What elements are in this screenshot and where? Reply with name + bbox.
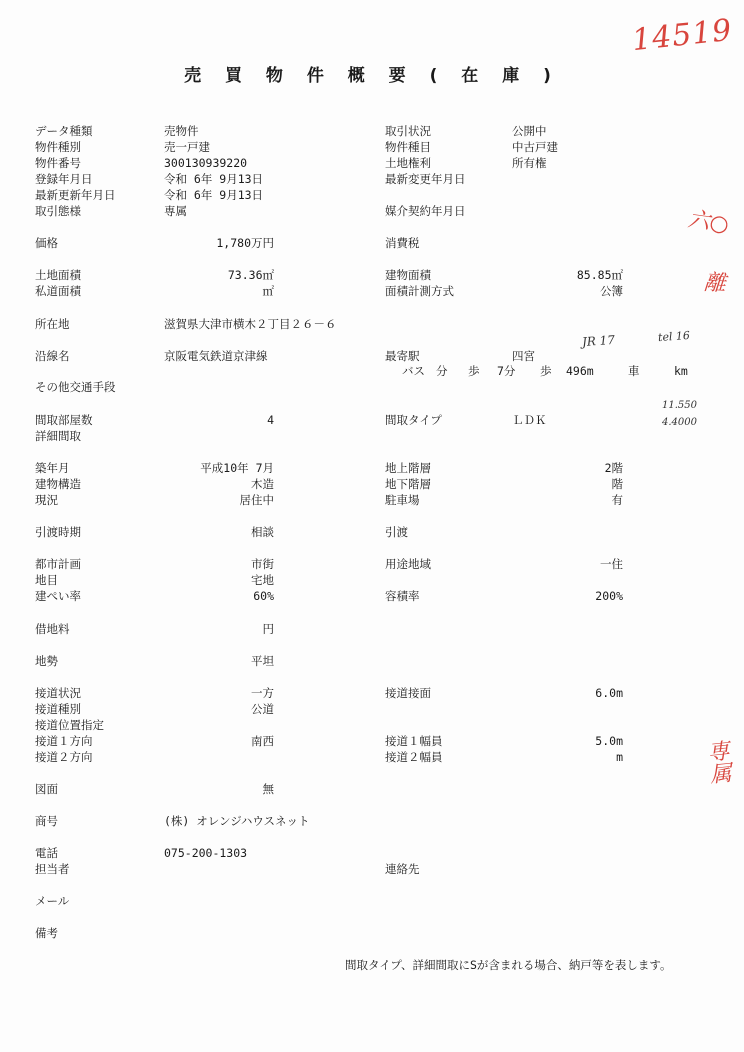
label-km: km xyxy=(674,364,688,378)
label-walk2: 歩 xyxy=(540,364,552,378)
label-other-transport: その他交通手段 xyxy=(35,380,116,394)
label-data-type: データ種類 xyxy=(35,124,93,138)
value-terrain: 平坦 xyxy=(251,654,274,668)
label-price: 価格 xyxy=(35,236,58,250)
value-handover-time: 相談 xyxy=(251,525,274,539)
value-floor-area-ratio: 200% xyxy=(595,589,623,603)
value-floors-below: 階 xyxy=(611,477,623,491)
value-zoning: 一住 xyxy=(600,557,623,571)
label-remarks: 備考 xyxy=(35,926,58,940)
label-floor-area-ratio: 容積率 xyxy=(385,589,420,603)
label-prop-type: 物件種別 xyxy=(35,140,81,154)
label-rooms: 間取部屋数 xyxy=(35,413,93,427)
label-road1-direction: 接道１方向 xyxy=(35,734,93,748)
handwritten-station-note-2: tel 16 xyxy=(657,328,691,345)
value-private-road: ㎡ xyxy=(262,284,274,298)
handwritten-ref-number: 14519 xyxy=(630,12,734,59)
label-address: 所在地 xyxy=(35,317,70,331)
label-phone: 電話 xyxy=(35,846,58,860)
value-last-update: 令和 6年 9月13日 xyxy=(164,188,264,202)
label-road-contact: 接道接面 xyxy=(385,686,431,700)
label-last-update: 最新更新年月日 xyxy=(35,188,116,202)
value-line: 京阪電気鉄道京津線 xyxy=(164,349,268,363)
label-drawing: 図面 xyxy=(35,782,58,796)
value-txn-mode: 専属 xyxy=(164,204,187,218)
value-road2-width: m xyxy=(616,750,623,764)
value-land-area: 73.36㎡ xyxy=(227,268,274,282)
label-person: 担当者 xyxy=(35,862,70,876)
handwritten-floor-note-2: 4.4000 xyxy=(662,417,697,428)
label-handover-time: 引渡時期 xyxy=(35,525,81,539)
label-floors-above: 地上階層 xyxy=(385,461,431,475)
handwritten-floor-note-1: 11.550 xyxy=(662,400,697,411)
label-broker-date: 媒介契約年月日 xyxy=(385,204,466,218)
label-txn-mode: 取引態様 xyxy=(35,204,81,218)
value-phone: 075-200-1303 xyxy=(164,846,248,860)
label-bus-min: 分 xyxy=(436,364,448,378)
value-reg-date: 令和 6年 9月13日 xyxy=(164,172,264,186)
value-station: 四宮 xyxy=(512,349,535,363)
label-reg-date: 登録年月日 xyxy=(35,172,93,186)
value-rooms: 4 xyxy=(267,413,274,427)
value-price: 1,780万円 xyxy=(216,236,274,250)
label-walk: 歩 xyxy=(468,364,480,378)
label-coverage: 建ぺい率 xyxy=(35,589,81,603)
value-lease-fee: 円 xyxy=(262,622,274,636)
label-detail-layout: 詳細間取 xyxy=(35,429,81,443)
value-coverage: 60% xyxy=(253,589,274,603)
value-road-status: 一方 xyxy=(251,686,274,700)
handwritten-side-mark-1: 六○ xyxy=(686,207,731,238)
label-road2-width: 接道２幅員 xyxy=(385,750,443,764)
handwritten-side-mark-3: 専属 xyxy=(702,738,733,786)
label-floors-below: 地下階層 xyxy=(385,477,431,491)
label-current: 現況 xyxy=(35,493,58,507)
value-parking: 有 xyxy=(611,493,623,507)
label-txn-status: 取引状況 xyxy=(385,124,431,138)
label-land-category: 地目 xyxy=(35,573,58,587)
label-lease-fee: 借地料 xyxy=(35,622,70,636)
label-line: 沿線名 xyxy=(35,349,70,363)
value-txn-status: 公開中 xyxy=(512,124,547,138)
label-handover: 引渡 xyxy=(385,525,408,539)
label-prop-no: 物件番号 xyxy=(35,156,81,170)
label-built: 築年月 xyxy=(35,461,70,475)
label-land-right: 土地権利 xyxy=(385,156,431,170)
footnote: 間取タイプ、詳細間取にSが含まれる場合、納戸等を表します。 xyxy=(345,958,672,972)
value-floors-above: 2階 xyxy=(604,461,623,475)
value-walk-min: 7分 xyxy=(497,364,516,378)
label-terrain: 地勢 xyxy=(35,654,58,668)
value-road1-direction: 南西 xyxy=(251,734,274,748)
label-structure: 建物構造 xyxy=(35,477,81,491)
handwritten-station-note-1: JR 17 xyxy=(581,332,616,350)
value-prop-item: 中古戸建 xyxy=(512,140,558,154)
value-company: (株) オレンジハウスネット xyxy=(164,814,310,828)
label-parking: 駐車場 xyxy=(385,493,420,507)
value-prop-type: 売一戸建 xyxy=(164,140,210,154)
value-distance: 496m xyxy=(566,364,594,378)
value-drawing: 無 xyxy=(262,782,274,796)
value-current: 居住中 xyxy=(239,493,274,507)
label-road-kind: 接道種別 xyxy=(35,702,81,716)
handwritten-side-mark-2: 離 xyxy=(703,270,727,297)
value-land-category: 宅地 xyxy=(251,573,274,587)
value-bldg-area: 85.85㎡ xyxy=(576,268,623,282)
label-tax: 消費税 xyxy=(385,236,420,250)
value-land-right: 所有権 xyxy=(512,156,547,170)
label-mail: メール xyxy=(35,894,70,908)
value-prop-no: 300130939220 xyxy=(164,156,248,170)
value-area-method: 公簿 xyxy=(600,284,623,298)
label-road-status: 接道状況 xyxy=(35,686,81,700)
label-road-designation: 接道位置指定 xyxy=(35,718,104,732)
value-structure: 木造 xyxy=(251,477,274,491)
page-title: 売 買 物 件 概 要 ( 在 庫 ) xyxy=(184,66,560,86)
label-area-method: 面積計測方式 xyxy=(385,284,454,298)
label-station: 最寄駅 xyxy=(385,349,420,363)
label-road1-width: 接道１幅員 xyxy=(385,734,443,748)
value-city-plan: 市街 xyxy=(251,557,274,571)
label-private-road: 私道面積 xyxy=(35,284,81,298)
label-layout-type: 間取タイプ xyxy=(385,413,442,427)
label-bus: バス xyxy=(402,364,425,378)
label-zoning: 用途地域 xyxy=(385,557,431,571)
label-bldg-area: 建物面積 xyxy=(385,268,431,282)
label-car: 車 xyxy=(628,364,640,378)
value-address: 滋賀県大津市横木２丁目２６－６ xyxy=(164,317,337,331)
label-road2-direction: 接道２方向 xyxy=(35,750,93,764)
value-layout-type: ＬＤＫ xyxy=(512,413,547,427)
value-road-contact: 6.0m xyxy=(595,686,623,700)
value-road-kind: 公道 xyxy=(251,702,274,716)
label-city-plan: 都市計画 xyxy=(35,557,81,571)
label-contact: 連絡先 xyxy=(385,862,420,876)
label-company: 商号 xyxy=(35,814,58,828)
value-data-type: 売物件 xyxy=(164,124,199,138)
value-road1-width: 5.0m xyxy=(595,734,623,748)
label-land-area: 土地面積 xyxy=(35,268,81,282)
label-prop-item: 物件種目 xyxy=(385,140,431,154)
label-last-change: 最新変更年月日 xyxy=(385,172,466,186)
value-built: 平成10年 7月 xyxy=(200,461,274,475)
